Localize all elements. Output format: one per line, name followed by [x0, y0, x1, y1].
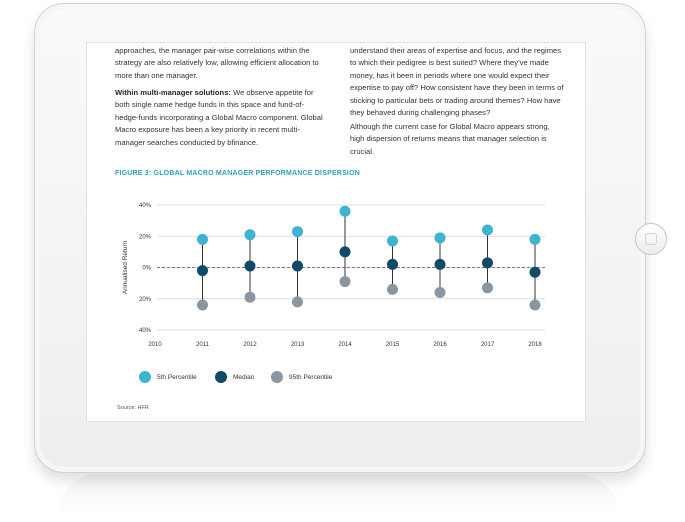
home-button[interactable]	[635, 223, 667, 255]
x-tick-label: 2015	[385, 342, 400, 348]
point-95th-percentile	[292, 296, 303, 307]
x-tick-label: 2010	[148, 342, 162, 348]
y-tick-label: 40%	[138, 328, 151, 334]
legend-label-95th: 95th Percentile	[289, 373, 333, 381]
x-tick-label: 2013	[290, 342, 305, 348]
point-median	[387, 259, 398, 270]
column-left-paragraph-2	[115, 87, 325, 149]
point-95th-percentile	[482, 282, 493, 293]
legend-item-95th	[271, 371, 332, 383]
point-95th-percentile	[245, 292, 256, 303]
x-tick-label: 2017	[480, 342, 495, 348]
paragraph-text: We observe appetite for both single name hedge funds in this space and fund-of-hedge-funds incorporating a Global Macro component. Global Macro exposure has been a key priority in recent multi-manager searches conducted by bfinance.	[115, 88, 323, 147]
legend-label-5th: 5th Percentile	[157, 373, 197, 381]
point-5th-percentile	[435, 232, 446, 243]
legend-swatch-median	[215, 371, 227, 383]
point-median	[245, 260, 256, 271]
point-5th-percentile	[530, 234, 541, 245]
point-median	[482, 257, 493, 268]
tablet-reflection	[58, 474, 618, 514]
x-tick-label: 2011	[196, 342, 209, 348]
y-tick-label: 20%	[138, 296, 151, 303]
x-tick-label: 2014	[338, 342, 352, 348]
y-axis-label: Annualised Return	[122, 240, 129, 295]
column-left-paragraph-1: approaches, the manager pair-wise correlations within the strategy are also relatively low, allowing efficient allocation to more than one manager.	[115, 46, 319, 80]
point-5th-percentile	[292, 226, 303, 237]
point-95th-percentile	[530, 300, 541, 311]
point-95th-percentile	[197, 300, 208, 311]
legend-item-5th	[139, 371, 197, 383]
point-5th-percentile	[482, 225, 493, 236]
point-5th-percentile	[340, 206, 351, 217]
legend-item-median	[215, 371, 254, 383]
tablet-screen	[86, 42, 586, 422]
legend-label-median: Median	[233, 373, 255, 381]
point-5th-percentile	[387, 235, 398, 246]
column-right-paragraph-2: Although the current case for Global Macro appears strong, high dispersion of returns means that manager selection is crucial.	[350, 122, 550, 156]
point-95th-percentile	[435, 287, 446, 298]
point-median	[292, 260, 303, 271]
figure-title: FIGURE 3: GLOBAL MACRO MANAGER PERFORMANCE DISPERSION	[115, 170, 360, 177]
paragraph-heading: Within multi-manager solutions:	[115, 88, 231, 97]
x-tick-label: 2012	[243, 342, 257, 348]
x-tick-label: 2016	[433, 342, 447, 348]
legend-swatch-95th	[271, 371, 283, 383]
y-tick-label: 0%	[142, 265, 151, 272]
point-5th-percentile	[245, 229, 256, 240]
y-tick-label: 40%	[138, 203, 151, 209]
point-95th-percentile	[340, 276, 351, 287]
x-tick-label: 2018	[528, 342, 542, 348]
legend-swatch-5th	[139, 371, 151, 383]
point-median	[435, 259, 446, 270]
point-median	[340, 246, 351, 257]
figure-source: Source: HFR	[117, 405, 149, 411]
y-tick-label: 20%	[138, 234, 151, 241]
point-5th-percentile	[197, 234, 208, 245]
column-right-paragraph-1: understand their areas of expertise and focus, and the regimes to which their pedigree is best suited? Where they’ve made money, has it been in periods where one would expect their expertise to pay off? How consistent have they been in terms of sticking to particular bets or trading around themes? How have they behaved during challenging phases?	[350, 46, 564, 118]
point-median	[530, 267, 541, 278]
point-median	[197, 265, 208, 276]
point-95th-percentile	[387, 284, 398, 295]
